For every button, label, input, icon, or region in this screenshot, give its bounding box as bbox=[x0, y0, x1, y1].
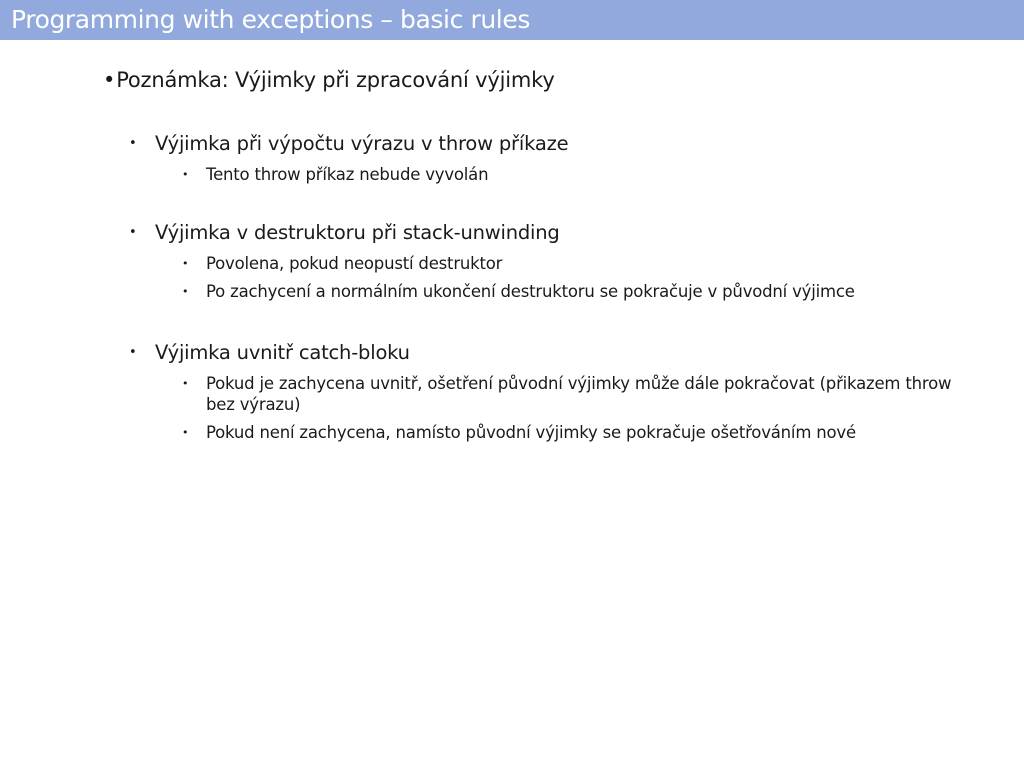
intro-bullet: • bbox=[103, 68, 116, 92]
list-item-text: Po zachycení a normálním ukončení destruktoru se pokračuje v původní výjimce bbox=[206, 282, 855, 301]
section-heading bbox=[0, 131, 1024, 157]
slide-title: Programming with exceptions – basic rules bbox=[11, 5, 530, 34]
bullet-level2: • bbox=[182, 285, 189, 298]
bullet-level2: • bbox=[182, 377, 189, 390]
list-item-text: Tento throw příkaz nebude vyvolán bbox=[206, 165, 489, 184]
list-item bbox=[0, 253, 1024, 274]
section-heading bbox=[0, 220, 1024, 246]
bullet-level2: • bbox=[182, 168, 189, 181]
section-throw-expression bbox=[0, 131, 1024, 185]
section-heading bbox=[0, 340, 1024, 366]
section-destructor bbox=[0, 220, 1024, 302]
section-heading-text: Výjimka uvnitř catch-bloku bbox=[155, 341, 410, 364]
slide-title-bar bbox=[0, 0, 1024, 40]
bullet-level1: • bbox=[129, 345, 137, 360]
list-item-text: Povolena, pokud neopustí destruktor bbox=[206, 254, 503, 273]
section-heading-text: Výjimka v destruktoru při stack-unwinding bbox=[155, 221, 560, 244]
list-item-text: Pokud není zachycena, namísto původní výjimky se pokračuje ošetřováním nové bbox=[206, 423, 856, 442]
list-item bbox=[0, 422, 1024, 443]
section-catch-block bbox=[0, 340, 1024, 443]
intro-line bbox=[103, 66, 555, 94]
intro-text: Poznámka: Výjimky při zpracování výjimky bbox=[116, 68, 555, 92]
section-heading-text: Výjimka při výpočtu výrazu v throw příkaze bbox=[155, 132, 569, 155]
bullet-level1: • bbox=[129, 136, 137, 151]
list-item-text: Pokud je zachycena uvnitř, ošetření původní výjimky může dále pokračovat (přikazem throw bez výrazu) bbox=[206, 374, 952, 414]
bullet-level2: • bbox=[182, 257, 189, 270]
list-item bbox=[0, 373, 1024, 415]
list-item bbox=[0, 164, 1024, 185]
bullet-level1: • bbox=[129, 225, 137, 240]
bullet-level2: • bbox=[182, 426, 189, 439]
list-item bbox=[0, 281, 1024, 302]
